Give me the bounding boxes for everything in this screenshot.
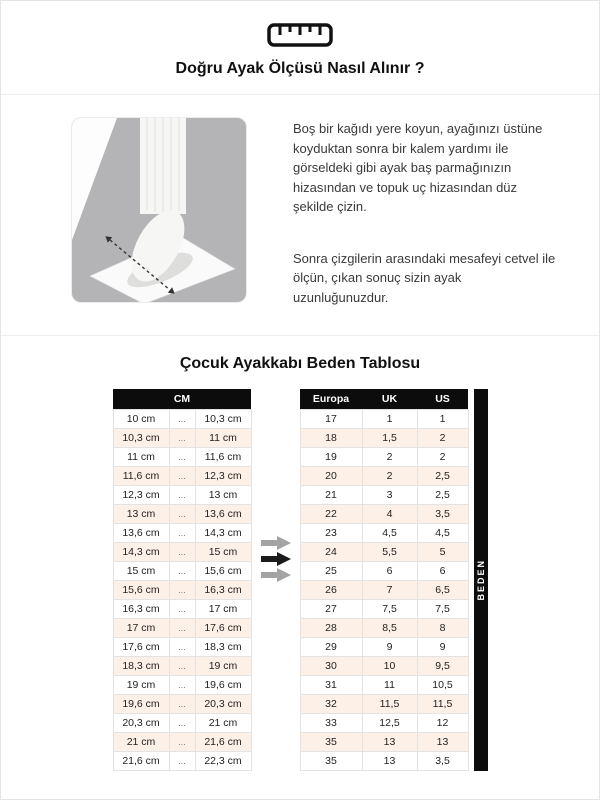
size-value: 3,5	[417, 505, 468, 524]
cm-value: 19 cm	[195, 657, 251, 676]
size-value: 11	[362, 676, 417, 695]
size-value: 21	[300, 486, 362, 505]
size-value: 4,5	[417, 524, 468, 543]
size-value: 28	[300, 619, 362, 638]
cm-value: 17,6 cm	[195, 619, 251, 638]
cm-table-row	[113, 543, 251, 562]
size-value: 3	[362, 486, 417, 505]
cm-value: 13,6 cm	[195, 505, 251, 524]
size-value: 11,5	[362, 695, 417, 714]
cm-table-row	[113, 448, 251, 467]
size-value: 12	[417, 714, 468, 733]
range-separator: ...	[169, 581, 195, 600]
cm-table-row	[113, 486, 251, 505]
size-value: 1,5	[362, 429, 417, 448]
size-value: 7,5	[417, 600, 468, 619]
range-separator: ...	[169, 486, 195, 505]
size-value: 2	[362, 467, 417, 486]
beden-side-bar	[474, 389, 488, 771]
cm-value: 14,3 cm	[113, 543, 169, 562]
range-separator: ...	[169, 524, 195, 543]
size-table-row	[300, 467, 468, 486]
cm-table-row	[113, 657, 251, 676]
size-value: 6	[417, 562, 468, 581]
size-value: 5	[417, 543, 468, 562]
size-value: 9	[362, 638, 417, 657]
size-table-row	[300, 657, 468, 676]
size-value: 7,5	[362, 600, 417, 619]
size-value: 25	[300, 562, 362, 581]
cm-table-row	[113, 638, 251, 657]
ruler-icon	[267, 23, 333, 47]
cm-value: 15 cm	[195, 543, 251, 562]
size-value: 10,5	[417, 676, 468, 695]
divider	[1, 335, 599, 336]
size-value: 19	[300, 448, 362, 467]
size-table-row	[300, 581, 468, 600]
size-value: 2	[362, 448, 417, 467]
cm-value: 15 cm	[113, 562, 169, 581]
cm-value: 16,3 cm	[195, 581, 251, 600]
cm-value: 17 cm	[195, 600, 251, 619]
howto-section	[1, 95, 599, 307]
size-value: 2,5	[417, 467, 468, 486]
cm-table-row	[113, 600, 251, 619]
cm-value: 20,3 cm	[113, 714, 169, 733]
size-value: 24	[300, 543, 362, 562]
size-value: 35	[300, 733, 362, 752]
cm-value: 10,3 cm	[195, 410, 251, 429]
range-separator: ...	[169, 600, 195, 619]
page-title: Doğru Ayak Ölçüsü Nasıl Alınır ?	[175, 60, 425, 77]
cm-value: 19,6 cm	[113, 695, 169, 714]
cm-table-row	[113, 562, 251, 581]
cm-table-row	[113, 752, 251, 771]
range-separator: ...	[169, 638, 195, 657]
range-separator: ...	[169, 657, 195, 676]
size-table-header-uk: UK	[362, 389, 417, 410]
cm-table-row	[113, 429, 251, 448]
size-table-row	[300, 543, 468, 562]
size-table-header-europa: Europa	[300, 389, 362, 410]
range-separator: ...	[169, 429, 195, 448]
size-table-row	[300, 619, 468, 638]
cm-table-header: CM	[113, 389, 251, 410]
cm-table-row	[113, 524, 251, 543]
size-value: 2	[417, 448, 468, 467]
range-separator: ...	[169, 562, 195, 581]
size-value: 17	[300, 410, 362, 429]
cm-value: 15,6 cm	[113, 581, 169, 600]
range-separator: ...	[169, 410, 195, 429]
size-table-row	[300, 429, 468, 448]
cm-value: 21 cm	[195, 714, 251, 733]
cm-value: 12,3 cm	[195, 467, 251, 486]
size-value: 1	[417, 410, 468, 429]
cm-table-header-row	[113, 389, 251, 410]
range-separator: ...	[169, 543, 195, 562]
size-value: 11,5	[417, 695, 468, 714]
size-value: 1	[362, 410, 417, 429]
instruction-paragraph-1: Boş bir kağıdı yere koyun, ayağınızı üstüne koyduktan sonra bir kalem yardımı ile görseldeki gibi ayak baş parmağınızın hizasından ve topuk uç hizasından düz şekilde çizin.	[293, 121, 543, 214]
cm-value: 10 cm	[113, 410, 169, 429]
cm-value: 21 cm	[113, 733, 169, 752]
size-value: 13	[362, 752, 417, 771]
size-value: 12,5	[362, 714, 417, 733]
range-separator: ...	[169, 505, 195, 524]
cm-value: 19 cm	[113, 676, 169, 695]
size-value: 27	[300, 600, 362, 619]
size-value: 9,5	[417, 657, 468, 676]
cm-value: 22,3 cm	[195, 752, 251, 771]
size-value: 20	[300, 467, 362, 486]
size-value: 32	[300, 695, 362, 714]
cm-value: 12,3 cm	[113, 486, 169, 505]
size-table	[300, 389, 469, 771]
size-value: 13	[362, 733, 417, 752]
range-separator: ...	[169, 448, 195, 467]
size-value: 5,5	[362, 543, 417, 562]
size-value: 10	[362, 657, 417, 676]
cm-value: 17 cm	[113, 619, 169, 638]
size-table-row	[300, 562, 468, 581]
cm-value: 13,6 cm	[113, 524, 169, 543]
cm-value: 14,3 cm	[195, 524, 251, 543]
size-value: 6	[362, 562, 417, 581]
size-value: 22	[300, 505, 362, 524]
size-table-header-us: US	[417, 389, 468, 410]
size-table-row	[300, 695, 468, 714]
cm-value: 11,6 cm	[113, 467, 169, 486]
cm-value: 17,6 cm	[113, 638, 169, 657]
cm-table-row	[113, 505, 251, 524]
size-value: 33	[300, 714, 362, 733]
triple-right-arrows-icon	[259, 534, 293, 584]
size-table-header-row	[300, 389, 468, 410]
cm-table-row	[113, 410, 251, 429]
cm-value: 19,6 cm	[195, 676, 251, 695]
cm-value: 10,3 cm	[113, 429, 169, 448]
size-table-row	[300, 733, 468, 752]
size-value: 6,5	[417, 581, 468, 600]
size-value: 18	[300, 429, 362, 448]
size-table-row	[300, 752, 468, 771]
size-value: 8	[417, 619, 468, 638]
size-value: 35	[300, 752, 362, 771]
size-table-row	[300, 524, 468, 543]
size-table-wrap	[300, 389, 488, 771]
cm-table-row	[113, 695, 251, 714]
cm-value: 18,3 cm	[195, 638, 251, 657]
cm-value: 16,3 cm	[113, 600, 169, 619]
size-table-row	[300, 410, 468, 429]
size-table-row	[300, 486, 468, 505]
conversion-arrows	[259, 534, 293, 589]
cm-table-row	[113, 714, 251, 733]
cm-table-row	[113, 467, 251, 486]
cm-table-row	[113, 733, 251, 752]
size-value: 8,5	[362, 619, 417, 638]
cm-value: 13 cm	[195, 486, 251, 505]
cm-value: 11,6 cm	[195, 448, 251, 467]
size-table-title: Çocuk Ayakkabı Beden Tablosu	[179, 355, 421, 372]
size-value: 2	[417, 429, 468, 448]
cm-table-row	[113, 581, 251, 600]
cm-value: 15,6 cm	[195, 562, 251, 581]
size-tables-section	[1, 389, 599, 771]
cm-value: 11 cm	[113, 448, 169, 467]
size-table-row	[300, 714, 468, 733]
size-table-row	[300, 448, 468, 467]
cm-table-row	[113, 619, 251, 638]
cm-value: 11 cm	[195, 429, 251, 448]
size-value: 2,5	[417, 486, 468, 505]
size-value: 4,5	[362, 524, 417, 543]
cm-value: 13 cm	[113, 505, 169, 524]
size-table-row	[300, 505, 468, 524]
size-table-body	[300, 410, 468, 771]
range-separator: ...	[169, 467, 195, 486]
foot-on-paper-illustration	[72, 118, 247, 303]
foot-measurement-image	[71, 117, 247, 303]
range-separator: ...	[169, 695, 195, 714]
size-value: 29	[300, 638, 362, 657]
size-value: 9	[417, 638, 468, 657]
range-separator: ...	[169, 619, 195, 638]
cm-table-body	[113, 410, 251, 771]
cm-value: 18,3 cm	[113, 657, 169, 676]
size-value: 30	[300, 657, 362, 676]
range-separator: ...	[169, 714, 195, 733]
beden-side-label: BEDEN	[475, 559, 486, 601]
cm-value: 21,6 cm	[195, 733, 251, 752]
size-value: 26	[300, 581, 362, 600]
howto-text-column	[293, 117, 557, 307]
size-value: 31	[300, 676, 362, 695]
size-value: 23	[300, 524, 362, 543]
ruler-icon-wrap	[1, 23, 599, 47]
size-table-row	[300, 638, 468, 657]
size-table-row	[300, 600, 468, 619]
cm-table	[113, 389, 252, 771]
range-separator: ...	[169, 676, 195, 695]
range-separator: ...	[169, 752, 195, 771]
cm-table-row	[113, 676, 251, 695]
cm-value: 21,6 cm	[113, 752, 169, 771]
range-separator: ...	[169, 733, 195, 752]
instruction-paragraph-2: Sonra çizgilerin arasındaki mesafeyi cetvel ile ölçün, çıkan sonuç sizin ayak uzunluğunuzdur.	[293, 250, 556, 305]
size-value: 13	[417, 733, 468, 752]
size-table-row	[300, 676, 468, 695]
cm-value: 20,3 cm	[195, 695, 251, 714]
size-value: 4	[362, 505, 417, 524]
size-value: 7	[362, 581, 417, 600]
size-value: 3,5	[417, 752, 468, 771]
